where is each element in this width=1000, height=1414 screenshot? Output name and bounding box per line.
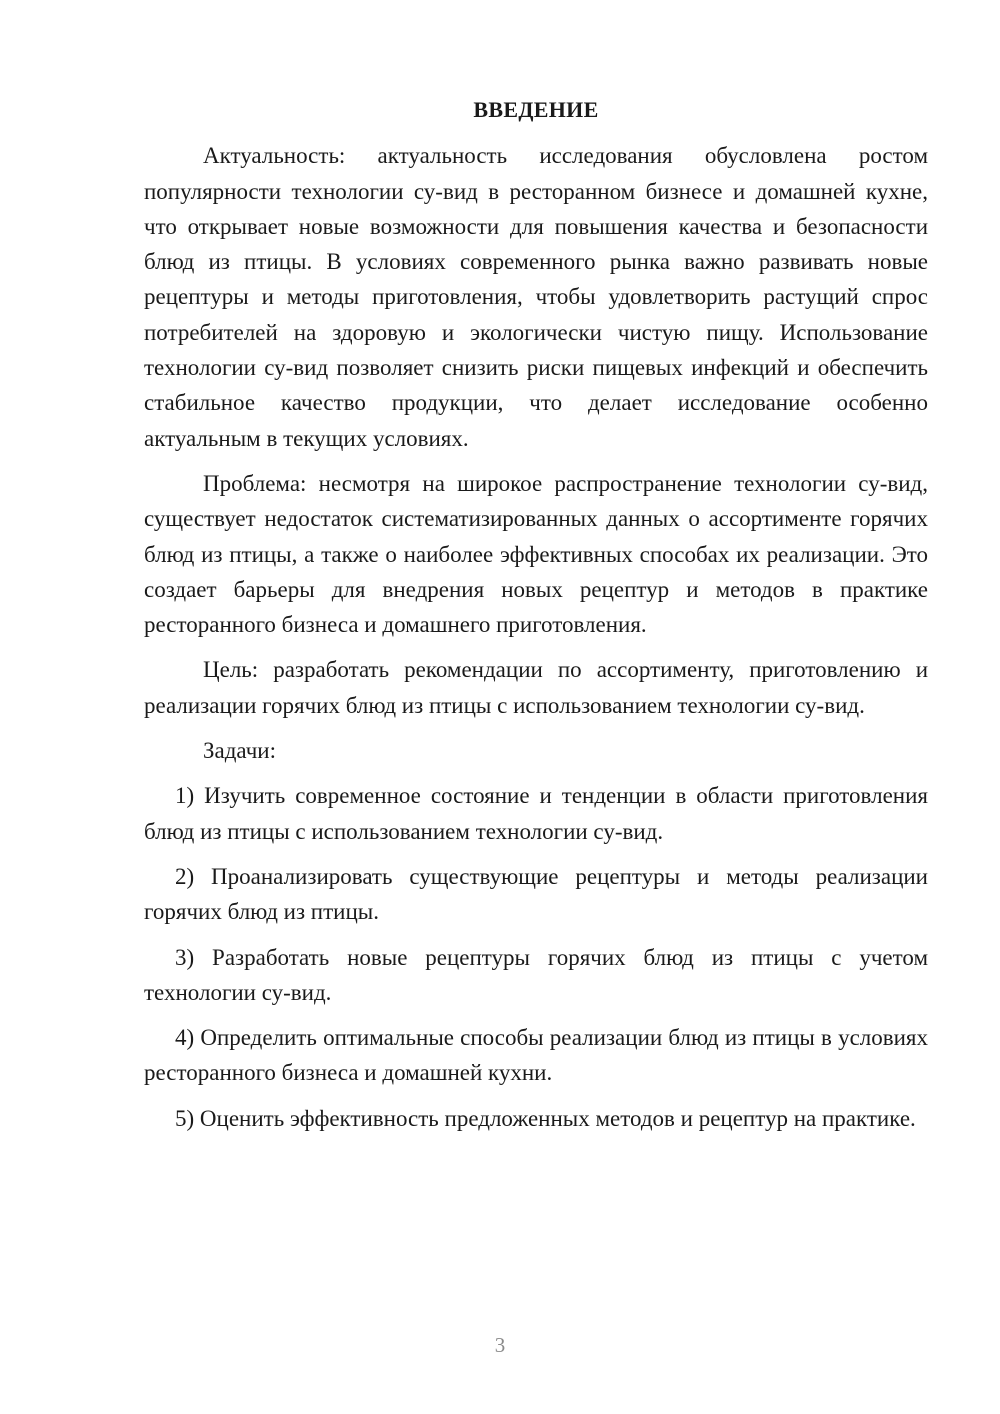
paragraph-relevance: Актуальность: актуальность исследования обусловлена ростом популярности технологии су-вид в ресторанном бизнесе и домашней кухне, что открывает новые возможности для повышения качества и безопасности блюд из птицы. В условиях современного рынка важно развивать новые рецептуры и методы приготовления, чтобы удовлетворить растущий спрос потребителей на здоровую и экологически чистую пищу. Использование технологии су-вид позволяет снизить риски пищевых инфекций и обеспечить стабильное качество продукции, что делает исследование особенно актуальным в текущих условиях. [144,143,928,451]
task-item-5: 5) Оценить эффективность предложенных методов и рецептур на практике. [175,1105,916,1131]
paragraph-goal: Цель: разработать рекомендации по ассортименту, приготовлению и реализации горячих блюд из птицы с использованием технологии су-вид. [144,657,928,718]
task-item-3: 3) Разработать новые рецептуры горячих блюд из птицы с учетом технологии су-вид. [144,944,928,1005]
paragraph-problem: Проблема: несмотря на широкое распространение технологии су-вид, существует недостаток систематизированных данных о ассортименте горячих блюд из птицы, а также о наиболее эффективных способах их реализации. Это создает барьеры для внедрения новых рецептур и методов в практике ресторанного бизнеса и домашнего приготовления. [144,470,928,638]
page-number: 3 [494,1333,506,1357]
document-title: ВВЕДЕНИЕ [473,97,599,122]
tasks-heading: Задачи: [203,738,276,764]
task-item-1: 1) Изучить современное состояние и тенденции в области приготовления блюд из птицы с использованием технологии су-вид. [144,783,928,844]
task-item-2: 2) Проанализировать существующие рецептуры и методы реализации горячих блюд из птицы. [144,863,928,925]
document-page [144,92,928,1146]
task-item-4: 4) Определить оптимальные способы реализации блюд из птицы в условиях ресторанного бизнеса и домашней кухни. [144,1025,928,1086]
